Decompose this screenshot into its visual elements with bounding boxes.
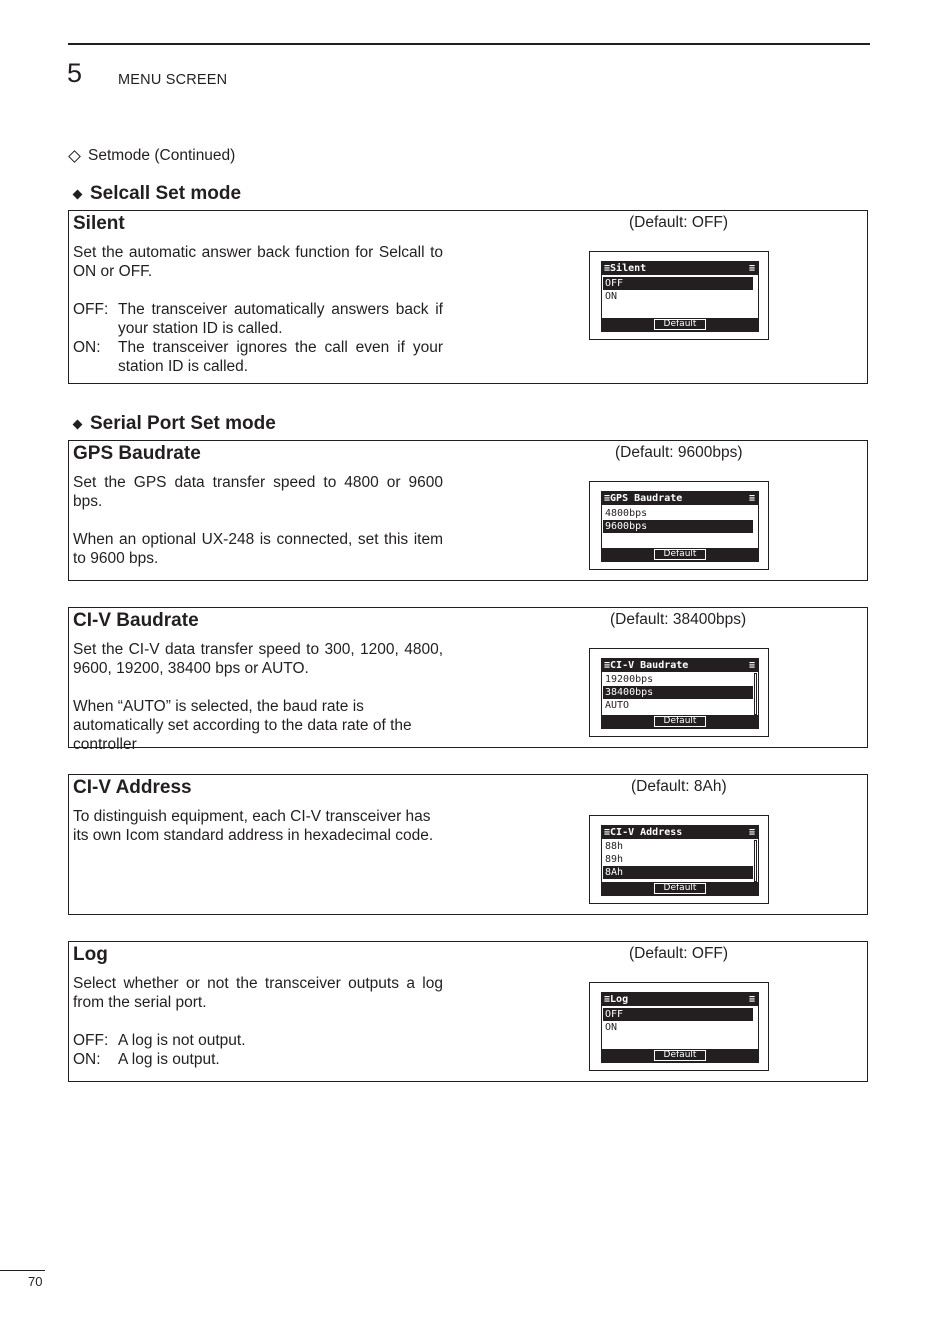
chapter-number: 5 <box>67 58 83 88</box>
lcd-title: CI-V Address <box>610 827 683 838</box>
lcd-title: Log <box>610 994 629 1005</box>
lcd-title: CI-V Baudrate <box>610 660 689 671</box>
definition-term: OFF: <box>73 1032 109 1049</box>
section-heading-text: Serial Port Set mode <box>90 413 276 434</box>
lcd-option: ON <box>605 291 618 302</box>
lcd-title: Silent <box>610 263 647 274</box>
definition-row <box>73 1050 443 1069</box>
lcd-display-log <box>589 982 769 1071</box>
definition-row <box>73 338 443 376</box>
diamond-bullet-icon <box>73 189 83 199</box>
section-heading-serial-port <box>74 413 276 435</box>
item-description <box>73 807 443 845</box>
lcd-display-gps-baudrate <box>589 481 769 570</box>
menu-icon: ≡ <box>748 263 755 274</box>
lcd-default-button: Default <box>654 549 706 560</box>
lcd-screen <box>601 261 759 332</box>
lcd-scrollbar <box>754 840 757 882</box>
lcd-option-selected: 38400bps <box>603 686 753 699</box>
diamond-outline-icon <box>68 150 81 163</box>
item-title: CI-V Address <box>73 777 192 798</box>
item-description <box>73 640 443 754</box>
item-box-civ-address <box>68 774 868 915</box>
menu-icon: ≡ <box>604 994 611 1005</box>
lcd-option: ON <box>605 1022 618 1033</box>
lcd-title-bar <box>602 993 758 1006</box>
default-value: (Default: OFF) <box>629 945 729 962</box>
diamond-bullet-icon <box>73 419 83 429</box>
menu-icon: ≡ <box>748 994 755 1005</box>
item-box-log <box>68 941 868 1082</box>
item-title: CI-V Baudrate <box>73 610 199 631</box>
menu-icon: ≡ <box>604 493 611 504</box>
menu-icon: ≡ <box>748 493 755 504</box>
chapter-title: MENU SCREEN <box>118 72 228 88</box>
lcd-title-bar <box>602 262 758 275</box>
lcd-display-silent <box>589 251 769 340</box>
lcd-title-bar <box>602 826 758 839</box>
section-heading-text: Selcall Set mode <box>90 183 242 204</box>
lcd-title-bar <box>602 659 758 672</box>
menu-icon: ≡ <box>604 660 611 671</box>
item-box-gps-baudrate <box>68 440 868 581</box>
lcd-default-button: Default <box>654 716 706 727</box>
lcd-display-civ-address <box>589 815 769 904</box>
item-paragraph: Set the GPS data transfer speed to 4800 or 9600 bps. <box>73 474 443 510</box>
lcd-option-selected: 9600bps <box>603 520 753 533</box>
lcd-screen <box>601 992 759 1063</box>
lcd-default-button: Default <box>654 319 706 330</box>
definition-term: OFF: <box>73 301 109 318</box>
item-paragraph: When an optional UX-248 is connected, set this item to 9600 bps. <box>73 531 443 567</box>
lcd-display-civ-baudrate <box>589 648 769 737</box>
definition-row <box>73 300 443 338</box>
lcd-footer <box>602 548 758 561</box>
item-title: Silent <box>73 213 125 234</box>
menu-icon: ≡ <box>748 660 755 671</box>
lcd-option: 4800bps <box>605 508 648 519</box>
item-box-civ-baudrate <box>68 607 868 753</box>
section-heading-selcall <box>74 183 241 205</box>
lcd-footer <box>602 318 758 331</box>
lcd-screen <box>601 658 759 729</box>
page-number: 70 <box>28 1274 43 1289</box>
lcd-footer <box>602 882 758 895</box>
setmode-label <box>68 147 235 165</box>
setmode-text: Setmode (Continued) <box>88 147 236 164</box>
lcd-option: 89h <box>605 854 624 865</box>
item-description <box>73 473 443 568</box>
default-value: (Default: 38400bps) <box>610 611 747 628</box>
item-description <box>73 974 443 1069</box>
lcd-scrollbar <box>754 673 757 715</box>
lcd-footer <box>602 1049 758 1062</box>
definition-desc: A log is output. <box>118 1051 220 1068</box>
lcd-option: 19200bps <box>605 674 654 685</box>
item-paragraph: To distinguish equipment, each CI-V transceiver has its own Icom standard address in hexadecimal code. <box>73 808 434 844</box>
default-value: (Default: OFF) <box>629 214 729 231</box>
item-title: GPS Baudrate <box>73 443 201 464</box>
menu-icon: ≡ <box>748 827 755 838</box>
lcd-option-selected: OFF <box>603 277 753 290</box>
lcd-option: 88h <box>605 841 624 852</box>
definition-row <box>73 1031 443 1050</box>
definition-term: ON: <box>73 1051 101 1068</box>
lcd-default-button: Default <box>654 1050 706 1061</box>
item-title: Log <box>73 944 108 965</box>
item-paragraph: When “AUTO” is selected, the baud rate is automatically set according to the data rate of the controller <box>73 698 412 753</box>
lcd-screen <box>601 825 759 896</box>
menu-icon: ≡ <box>604 263 611 274</box>
definition-desc: The transceiver automatically answers back if your station ID is called. <box>118 301 443 337</box>
lcd-option: AUTO <box>605 700 630 711</box>
default-value: (Default: 8Ah) <box>631 778 727 795</box>
definition-term: ON: <box>73 339 101 356</box>
definition-desc: A log is not output. <box>118 1032 246 1049</box>
item-description <box>73 243 443 376</box>
menu-icon: ≡ <box>604 827 611 838</box>
footer-rule <box>0 1270 45 1271</box>
definition-desc: The transceiver ignores the call even if your station ID is called. <box>118 339 443 375</box>
item-intro: Select whether or not the transceiver outputs a log from the serial port. <box>73 975 443 1011</box>
item-paragraph: Set the CI-V data transfer speed to 300, 1200, 4800, 9600, 19200, 38400 bps or AUTO. <box>73 641 443 677</box>
lcd-title: GPS Baudrate <box>610 493 683 504</box>
item-box-silent <box>68 210 868 384</box>
item-intro: Set the automatic answer back function for Selcall to ON or OFF. <box>73 244 443 280</box>
lcd-screen <box>601 491 759 562</box>
header-rule <box>68 43 870 45</box>
lcd-title-bar <box>602 492 758 505</box>
lcd-default-button: Default <box>654 883 706 894</box>
lcd-option-selected: OFF <box>603 1008 753 1021</box>
lcd-footer <box>602 715 758 728</box>
default-value: (Default: 9600bps) <box>615 444 743 461</box>
lcd-option-selected: 8Ah <box>603 866 753 879</box>
